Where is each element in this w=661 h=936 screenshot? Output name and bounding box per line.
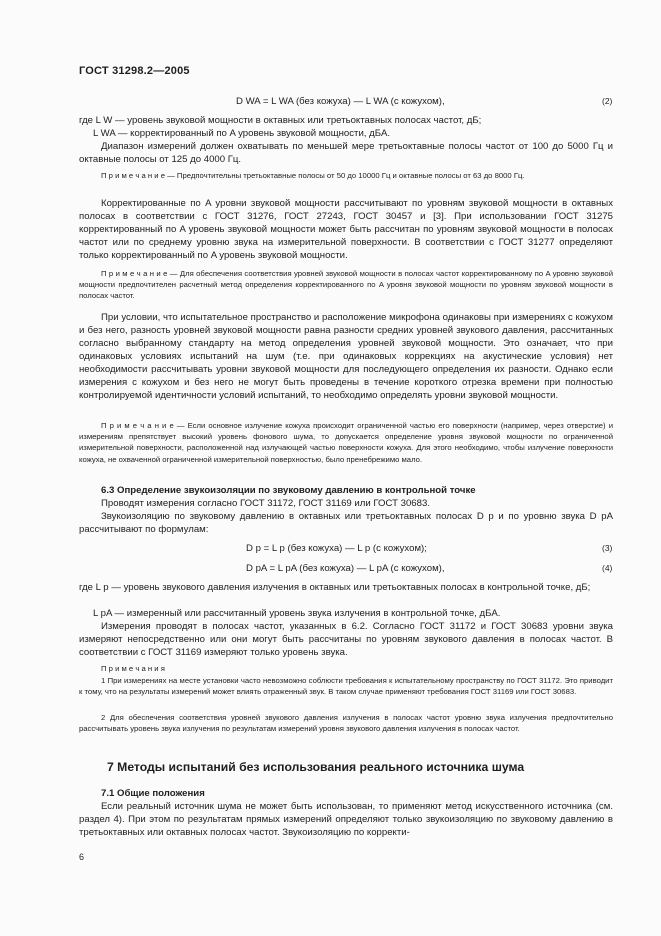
formula-3-where-2: L pA — измеренный или рассчитанный уровень звука излучения в контрольной точке, дБA.	[93, 608, 501, 619]
document-header: ГОСТ 31298.2—2005	[79, 65, 190, 77]
formula-2-number: (2)	[602, 96, 613, 106]
section-7-1-title: 7.1 Общие положения	[101, 788, 205, 799]
note-preferred-bands: П р и м е ч а н и е — Предпочтительны третьоктавные полосы от 50 до 10000 Гц и октавные полосы от 63 до 8000 Гц.	[101, 171, 525, 180]
paragraph-test-conditions: При условии, что испытательное пространство и расположение микрофона одинаковы при измерениях с кожухом и без него, разность уровней звуковой мощности равна разности средних уровней звукового давления, рассчитанных согласно выбранному стандарту на метод определения уровней звуковой мощности. Это означает, что при одинаковых условиях испытаний на шум (т.е. при одинаковых коррекциях на акустические условия) нет необходимости рассчитывать уровни звуковой мощности для последующего определения их разности. Однако если измерения с кожухом и без него не могут быть проведены в течение короткого отрезка времени при полностью контролируемой идентичности условий испытаний, то необходимо определять уровни звуковой мощности.	[79, 312, 613, 401]
formula-4-number: (4)	[602, 563, 613, 573]
section-7-title: 7 Методы испытаний без использования реального источника шума	[107, 760, 525, 774]
section-6-3-paragraph-2: Звукоизоляцию по звуковому давлению в октавных или третьоктавных полосах D p и по уровню звука D pA рассчитывают по формулам:	[79, 511, 613, 535]
section-6-3-paragraph-1: Проводят измерения согласно ГОСТ 31172, ГОСТ 31169 или ГОСТ 30683.	[101, 498, 430, 509]
paragraph-a-weighted-levels: Корректированные по A уровни звуковой мощности рассчитывают по уровням звуковой мощности в октавных полосах в соответствии с ГОСТ 31276, ГОСТ 27243, ГОСТ 30457 и [3]. При использовании ГОСТ 31275 корректированный по A уровень звуковой мощности может быть рассчитан по уровням звуковой мощности в полосах частот или по среднему уровню звука на измерительной поверхности. В соответствии с ГОСТ 31277 определяют только корректированный по A уровень звуковой мощности.	[79, 198, 613, 261]
paragraph-measurement-bands: Измерения проводят в полосах частот, указанных в 6.2. Согласно ГОСТ 31172 и ГОСТ 30683 уровни звука измеряют непосредственно или они могут быть рассчитаны по уровням звукового давления в полосах частот. В соответствии с ГОСТ 31169 измеряют только уровень звука.	[79, 621, 613, 658]
note-a-weighted-method: П р и м е ч а н и е — Для обеспечения соответствия уровней звуковой мощности в полосах частот корректированному по A уровню звуковой мощности предпочтителен расчетный метод определения корректированного по A уровня звуковой мощности по уровням звуковой мощности в полосах частот.	[79, 269, 613, 301]
note-item-2: 2 Для обеспечения соответствия уровней звукового давления излучения в полосах частот уровню звука излучения предпочтительно рассчитывать уровень звука излучения по результатам измерений уровня звукового давления излучения в полосах частот.	[79, 713, 613, 734]
formula-3: D p = L p (без кожуха) — L p (с кожухом);	[246, 543, 427, 554]
formula-3-where-1: где L p — уровень звукового давления излучения в октавных или третьоктавных полосах в контрольной точке, дБ;	[79, 582, 591, 593]
formula-2-where-2: L WA — корректированный по A уровень звуковой мощности, дБA.	[93, 128, 391, 139]
formula-2-where-1: где L W — уровень звуковой мощности в октавных или третьоктавных полосах частот, дБ;	[79, 115, 482, 126]
notes-heading: П р и м е ч а н и я	[101, 664, 165, 673]
page-number: 6	[79, 852, 85, 862]
paragraph-measurement-range: Диапазон измерений должен охватывать по меньшей мере третьоктавные полосы частот от 100 до 5000 Гц и октавные полосы от 125 до 4000 Гц.	[79, 141, 613, 165]
formula-3-number: (3)	[602, 543, 613, 553]
section-7-1-paragraph: Если реальный источник шума не может быть использован, то применяют метод искусственного источника (см. раздел 4). При этом по результатам прямых измерений определяют только звукоизоляцию по звуковому давлению в третьоктавных или октавных полосах частот. Звукоизоляцию по корректи-	[79, 801, 613, 838]
formula-2: D WA = L WA (без кожуха) — L WA (с кожухом),	[236, 96, 445, 107]
note-limited-surface: П р и м е ч а н и е — Если основное излучение кожуха происходит ограниченной частью его поверхности (например, через отверстие) и измерениям препятствует высокий уровень фонового шума, то допускается определение уровня звуковой мощности по ограниченной измерительной поверхности, расположенной над излучающей частью поверхности кожуха. Для этого необходимо, чтобы излучение поверхности кожуха, не охваченной ограниченной измерительной поверхностью, было пренебрежимо мало.	[79, 421, 613, 464]
formula-4: D pA = L pA (без кожуха) — L pA (с кожухом),	[246, 563, 445, 574]
section-6-3-title: 6.3 Определение звукоизоляции по звуковому давлению в контрольной точке	[101, 485, 476, 496]
note-item-1: 1 При измерениях на месте установки часто невозможно соблюсти требования к испытательному пространству по ГОСТ 31172. Это приводит к тому, что на результаты измерений может влиять отраженный звук. В таком случае применяют требования ГОСТ 31169 или ГОСТ 30683.	[79, 676, 613, 697]
